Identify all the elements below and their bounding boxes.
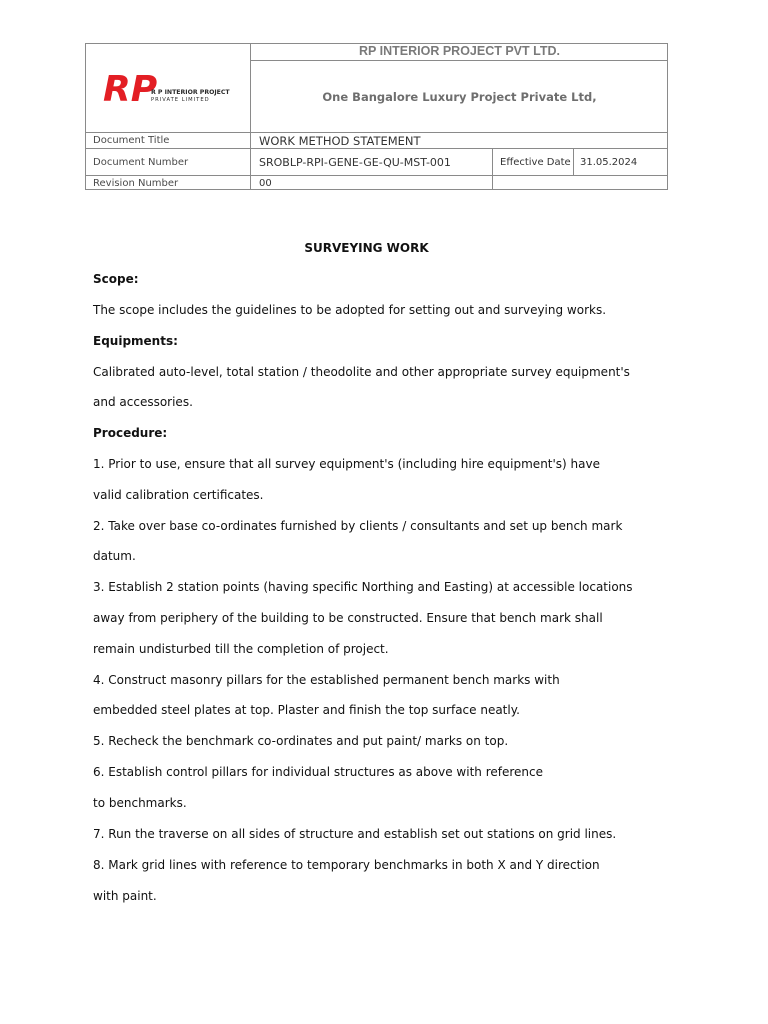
- procedure-line: to benchmarks.: [93, 796, 187, 810]
- procedure-line: datum.: [93, 549, 136, 563]
- scope-heading: Scope:: [93, 272, 139, 286]
- equipments-heading: Equipments:: [93, 334, 178, 348]
- revision-number-label: Revision Number: [93, 177, 179, 189]
- procedure-line: 6. Establish control pillars for individual structures as above with reference: [93, 765, 543, 779]
- equipments-text-line: and accessories.: [93, 395, 193, 409]
- procedure-line: 1. Prior to use, ensure that all survey equipment's (including hire equipment's) have: [93, 457, 600, 471]
- scope-text: The scope includes the guidelines to be adopted for setting out and surveying works.: [93, 303, 607, 317]
- procedure-line: 5. Recheck the benchmark co-ordinates and put paint/ marks on top.: [93, 734, 509, 748]
- procedure-line: 3. Establish 2 station points (having specific Northing and Easting) at accessible locations: [93, 580, 633, 594]
- procedure-line: with paint.: [93, 889, 157, 903]
- company-logo: [86, 44, 251, 133]
- document-header-table: [85, 43, 668, 190]
- procedure-line: 7. Run the traverse on all sides of structure and establish set out stations on grid lines.: [93, 827, 617, 841]
- logo-mark: RP: [102, 68, 157, 110]
- procedure-line: embedded steel plates at top. Plaster and finish the top surface neatly.: [93, 703, 520, 717]
- document-number-value: SROBLP-RPI-GENE-GE-QU-MST-001: [259, 155, 451, 169]
- procedure-line: away from periphery of the building to be constructed. Ensure that bench mark shall: [93, 611, 603, 625]
- svg-text:PRIVATE LIMITED: PRIVATE LIMITED: [150, 96, 210, 103]
- procedure-line: 8. Mark grid lines with reference to temporary benchmarks in both X and Y direction: [93, 858, 600, 872]
- procedure-heading: Procedure:: [93, 426, 168, 440]
- project-name: One Bangalore Luxury Project Private Ltd,: [322, 90, 597, 104]
- document-number-label: Document Number: [93, 156, 189, 168]
- company-name: RP INTERIOR PROJECT PVT LTD.: [359, 44, 560, 58]
- procedure-line: 2. Take over base co-ordinates furnished by clients / consultants and set up bench mark: [93, 519, 623, 533]
- procedure-line: valid calibration certificates.: [93, 488, 264, 502]
- document-title-value: WORK METHOD STATEMENT: [259, 133, 421, 148]
- revision-number-value: 00: [259, 177, 272, 189]
- effective-date-label: Effective Date: [500, 156, 571, 168]
- procedure-line: remain undisturbed till the completion of project.: [93, 642, 389, 656]
- svg-text:R P INTERIOR PROJECT: R P INTERIOR PROJECT: [150, 88, 230, 96]
- effective-date-value: 31.05.2024: [580, 156, 638, 168]
- document-title-label: Document Title: [93, 135, 170, 146]
- document-heading: SURVEYING WORK: [304, 241, 429, 255]
- equipments-text-line: Calibrated auto-level, total station / theodolite and other appropriate survey equipment's: [93, 365, 630, 379]
- procedure-line: 4. Construct masonry pillars for the established permanent bench marks with: [93, 673, 560, 687]
